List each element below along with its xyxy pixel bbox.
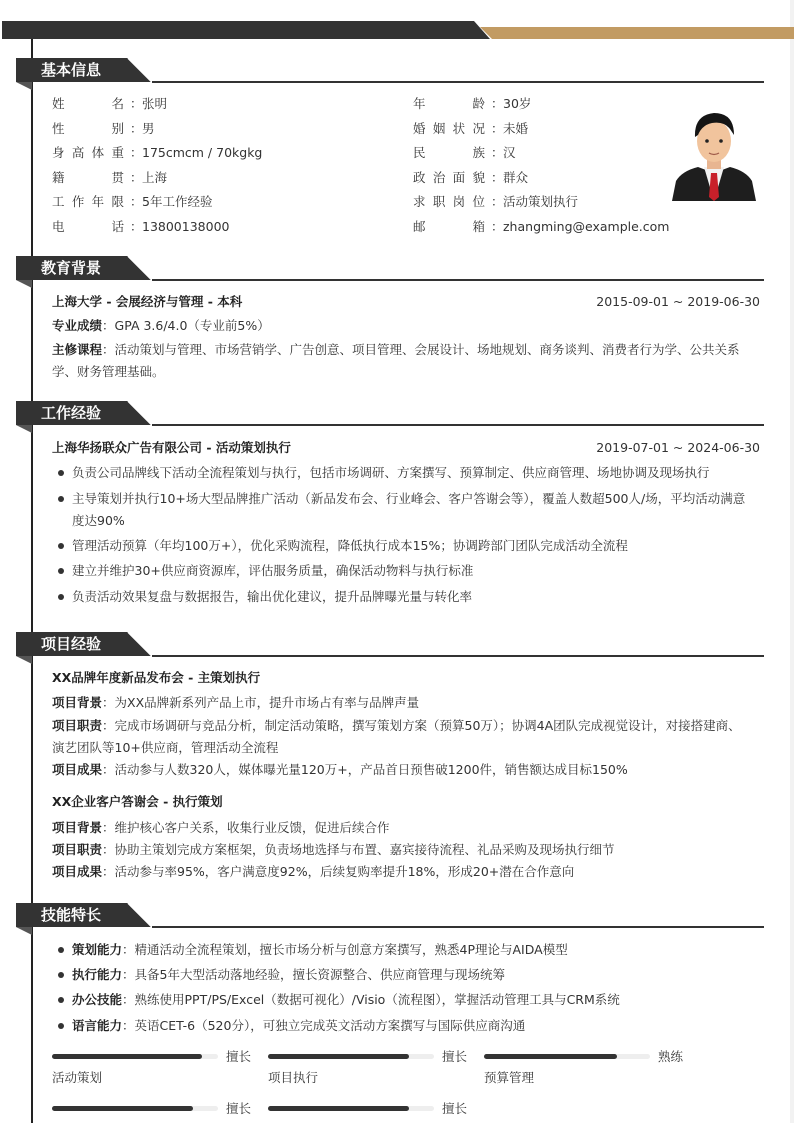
project-duty-cont: 演艺团队等10+供应商，管理活动全流程 bbox=[52, 740, 279, 755]
bullet-icon bbox=[58, 568, 64, 574]
person-avatar-icon bbox=[668, 101, 760, 201]
section-title: 基本信息 bbox=[41, 61, 102, 79]
skill-level: 擅长 bbox=[442, 1049, 468, 1064]
info-row-political: 政 治 面 貌 ：群众 bbox=[413, 170, 529, 185]
section-education-header bbox=[16, 256, 764, 282]
info-row-gender: 性 别 ：男 bbox=[52, 121, 155, 136]
bullet-icon bbox=[58, 972, 64, 978]
project-duty: 项目职责：完成市场调研与竞品分析，制定活动策略，撰写策划方案（预算50万）；协调4A团队完成视觉设计，对接搭建商、 bbox=[52, 718, 741, 733]
info-row-height-weight: 身 高 体 重 ：175cmcm / 70kgkg bbox=[52, 145, 263, 160]
skill-bar-activity-planning bbox=[52, 1054, 218, 1059]
work-bullet-cont: 度达90% bbox=[72, 513, 125, 528]
stripes-decoration-icon bbox=[116, 401, 156, 425]
bullet-icon bbox=[58, 1023, 64, 1029]
skill-level: 擅长 bbox=[226, 1101, 252, 1116]
section-projects-header bbox=[16, 632, 764, 658]
skill-item: 办公技能：熟练使用PPT/PS/Excel（数据可视化）/Visio（流程图），掌握活动管理工具与CRM系统 bbox=[72, 992, 620, 1007]
info-row-ethnicity: 民 族 ：汉 bbox=[413, 145, 516, 160]
bullet-icon bbox=[58, 543, 64, 549]
project-duty: 项目职责：协助主策划完成方案框架，负责场地选择与布置、嘉宾接待流程、礼品采购及现场执行细节 bbox=[52, 842, 615, 857]
section-title: 教育背景 bbox=[41, 259, 102, 277]
education-title: 上海大学 - 会展经济与管理 - 本科 bbox=[52, 294, 243, 309]
header-bar-gold bbox=[480, 27, 794, 39]
stripes-decoration-icon bbox=[116, 58, 156, 82]
education-date: 2015-09-01 ~ 2019-06-30 bbox=[596, 294, 760, 309]
bullet-icon bbox=[58, 997, 64, 1003]
project-title: XX企业客户答谢会 - 执行策划 bbox=[52, 794, 223, 809]
info-row-marital: 婚 姻 状 况 ：未婚 bbox=[413, 121, 529, 136]
work-bullet: 建立并维护30+供应商资源库，评估服务质量，确保活动物料与执行标准 bbox=[72, 563, 474, 578]
education-gpa: 专业成绩：GPA 3.6/4.0（专业前5%） bbox=[52, 318, 270, 333]
bullet-icon bbox=[58, 470, 64, 476]
info-row-experience-years: 工 作 年 限 ：5年工作经验 bbox=[52, 194, 213, 209]
project-background: 项目背景：为XX品牌新系列产品上市，提升市场占有率与品牌声量 bbox=[52, 695, 420, 710]
info-row-name: 姓 名 ：张明 bbox=[52, 96, 168, 111]
info-row-email: 邮 箱 ：zhangming@example.com bbox=[413, 219, 670, 234]
stripes-decoration-icon bbox=[116, 632, 156, 656]
section-title: 技能特长 bbox=[41, 906, 102, 924]
skill-level: 擅长 bbox=[442, 1101, 468, 1116]
skill-item: 执行能力：具备5年大型活动落地经验，擅长资源整合、供应商管理与现场统筹 bbox=[72, 967, 505, 982]
education-courses: 主修课程：活动策划与管理、市场营销学、广告创意、项目管理、会展设计、场地规划、商务谈判、消费者行为学、公共关系 bbox=[52, 342, 740, 357]
project-title: XX品牌年度新品发布会 - 主策划执行 bbox=[52, 670, 261, 685]
work-bullet: 主导策划并执行10+场大型品牌推广活动（新品发布会、行业峰会、客户答谢会等），覆盖人数超500人/场，平均活动满意 bbox=[72, 491, 746, 506]
bullet-icon bbox=[58, 947, 64, 953]
work-title: 上海华扬联众广告有限公司 - 活动策划执行 bbox=[52, 440, 291, 455]
section-title: 工作经验 bbox=[41, 404, 102, 422]
skill-item: 策划能力：精通活动全流程策划，擅长市场分析与创意方案撰写，熟悉4P理论与AIDA模型 bbox=[72, 942, 568, 957]
skill-item: 语言能力：英语CET-6（520分），可独立完成英文活动方案撰写与国际供应商沟通 bbox=[72, 1018, 526, 1033]
info-row-phone: 电 话 ：13800138000 bbox=[52, 219, 230, 234]
skill-bar bbox=[52, 1106, 218, 1111]
project-background: 项目背景：维护核心客户关系，收集行业反馈，促进后续合作 bbox=[52, 820, 390, 835]
work-bullet: 负责公司品牌线下活动全流程策划与执行，包括市场调研、方案撰写、预算制定、供应商管理、场地协调及现场执行 bbox=[72, 465, 710, 480]
section-skills-header bbox=[16, 903, 764, 929]
work-bullet: 管理活动预算（年均100万+），优化采购流程，降低执行成本15%；协调跨部门团队完成活动全流程 bbox=[72, 538, 628, 553]
bullet-icon bbox=[58, 496, 64, 502]
skill-bar bbox=[268, 1106, 434, 1111]
section-work-header bbox=[16, 401, 764, 427]
bullet-icon bbox=[58, 594, 64, 600]
skill-level: 熟练 bbox=[658, 1049, 684, 1064]
stripes-decoration-icon bbox=[116, 903, 156, 927]
skill-name: 活动策划 bbox=[52, 1070, 103, 1085]
section-basic-info-header bbox=[16, 58, 764, 84]
work-bullet: 负责活动效果复盘与数据报告，输出优化建议，提升品牌曝光量与转化率 bbox=[72, 589, 473, 604]
info-row-age: 年 龄 ：30岁 bbox=[413, 96, 532, 111]
left-timeline-line bbox=[31, 39, 33, 1123]
skill-name: 项目执行 bbox=[268, 1070, 319, 1085]
work-date: 2019-07-01 ~ 2024-06-30 bbox=[596, 440, 760, 455]
project-result: 项目成果：活动参与人数320人，媒体曝光量120万+，产品首日预售破1200件，销售额达成目标150% bbox=[52, 762, 628, 777]
skill-name: 预算管理 bbox=[484, 1070, 535, 1085]
header-bar-dark bbox=[2, 21, 490, 39]
project-result: 项目成果：活动参与率95%，客户满意度92%，后续复购率提升18%，形成20+潜在合作意向 bbox=[52, 864, 575, 879]
info-row-hometown: 籍 贯 ：上海 bbox=[52, 170, 168, 185]
section-title: 项目经验 bbox=[41, 635, 102, 653]
skill-bar-project-execution bbox=[268, 1054, 434, 1059]
skill-bar-budget-management bbox=[484, 1054, 650, 1059]
education-courses-cont: 学、财务管理基础。 bbox=[52, 364, 165, 379]
stripes-decoration-icon bbox=[116, 256, 156, 280]
info-row-position: 求 职 岗 位 ：活动策划执行 bbox=[413, 194, 579, 209]
skill-level: 擅长 bbox=[226, 1049, 252, 1064]
